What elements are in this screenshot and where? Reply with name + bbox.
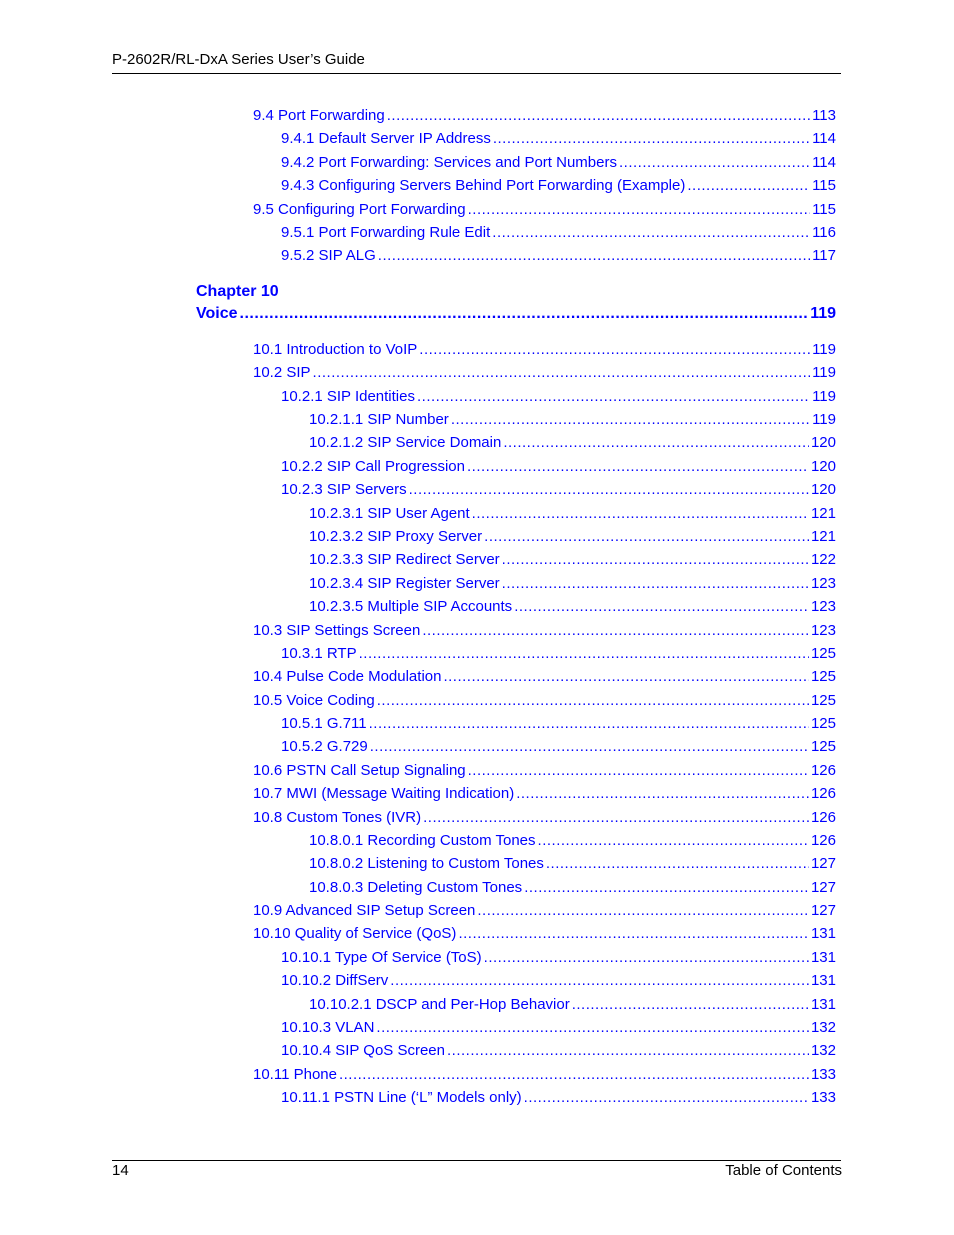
toc-entry[interactable]: [281, 153, 836, 173]
toc-entry[interactable]: [281, 1018, 836, 1038]
toc-entry[interactable]: [253, 621, 836, 641]
toc-entry-text: 10.5.1 G.711: [281, 715, 367, 732]
toc-entry-text: 10.4 Pulse Code Modulation: [253, 668, 442, 685]
toc-entry-text: 10.6 PSTN Call Setup Signaling: [253, 762, 466, 779]
toc-entry[interactable]: [281, 737, 836, 757]
leader-dots: [369, 714, 809, 734]
toc-entry-text: 10.11 Phone: [253, 1066, 337, 1083]
toc-entry[interactable]: [253, 784, 836, 804]
toc-entry-text: 10.2 SIP: [253, 364, 311, 381]
leader-dots: [387, 106, 810, 126]
toc-entry-page: 127: [810, 902, 836, 919]
leader-dots: [538, 831, 809, 851]
toc-entry-page: 123: [810, 575, 836, 592]
leader-dots: [422, 621, 809, 641]
toc-entry-text: 10.2.3.3 SIP Redirect Server: [309, 551, 500, 568]
header-rule: [112, 73, 841, 74]
leader-dots: [423, 808, 809, 828]
toc-entry[interactable]: [309, 878, 836, 898]
toc-entry-text: 10.2.3.5 Multiple SIP Accounts: [309, 598, 513, 615]
toc-entry[interactable]: [309, 410, 836, 430]
toc-entry[interactable]: [281, 223, 836, 243]
toc-entry[interactable]: [309, 527, 836, 547]
leader-dots: [240, 303, 809, 325]
toc-entry-text: 10.3.1 RTP: [281, 645, 357, 662]
toc-entry[interactable]: [281, 714, 836, 734]
toc-entry-page: 119: [812, 388, 836, 405]
toc-entry-text: 9.4.1 Default Server IP Address: [281, 130, 491, 147]
leader-dots: [417, 387, 810, 407]
footer-page-number: 14: [112, 1162, 129, 1179]
toc-entry-text: 10.8 Custom Tones (IVR): [253, 809, 422, 826]
footer-section-title: Table of Contents: [725, 1162, 842, 1179]
toc-entry-text: 10.7 MWI (Message Waiting Indication): [253, 785, 515, 802]
toc-entry[interactable]: [281, 644, 836, 664]
toc-entry[interactable]: [281, 387, 836, 407]
toc-entry-page: 127: [810, 855, 836, 872]
toc-entry[interactable]: [309, 574, 836, 594]
toc-entry[interactable]: [253, 924, 836, 944]
toc-entry[interactable]: [309, 550, 836, 570]
toc-entry[interactable]: [253, 340, 836, 360]
toc-entry[interactable]: [281, 176, 836, 196]
toc-entry-page: 117: [812, 247, 836, 264]
leader-dots: [468, 200, 810, 220]
toc-entry-text: 9.5.2 SIP ALG: [281, 247, 376, 264]
toc-entry-page: 123: [810, 598, 836, 615]
toc-entry[interactable]: [281, 246, 836, 266]
toc-entry-page: 119: [810, 305, 836, 322]
toc-entry-chapter-voice[interactable]: [196, 303, 836, 325]
toc-entry-text: 10.2.1.1 SIP Number: [309, 411, 449, 428]
leader-dots: [377, 691, 809, 711]
toc-entry-page: 125: [810, 668, 836, 685]
toc-entry-page: 125: [810, 645, 836, 662]
chapter-label[interactable]: Chapter 10: [196, 283, 279, 300]
leader-dots: [443, 667, 809, 687]
toc-entry[interactable]: [253, 808, 836, 828]
toc-entry-page: 121: [810, 505, 836, 522]
leader-dots: [572, 995, 809, 1015]
toc-entry[interactable]: [281, 948, 836, 968]
toc-entry[interactable]: [253, 106, 836, 126]
toc-entry[interactable]: [281, 457, 836, 477]
toc-entry-text: 10.11.1 PSTN Line (‘L” Models only): [281, 1089, 522, 1106]
toc-entry-text: 10.8.0.2 Listening to Custom Tones: [309, 855, 544, 872]
leader-dots: [451, 410, 810, 430]
toc-entry-page: 133: [810, 1089, 836, 1106]
leader-dots: [359, 644, 809, 664]
leader-dots: [484, 527, 809, 547]
toc-entry-page: 125: [810, 692, 836, 709]
toc-entry[interactable]: [281, 1041, 836, 1061]
toc-entry-text: Voice: [196, 305, 238, 322]
toc-entry-text: 10.8.0.1 Recording Custom Tones: [309, 832, 536, 849]
leader-dots: [546, 854, 809, 874]
toc-entry-page: 120: [810, 434, 836, 451]
toc-entry-page: 131: [810, 949, 836, 966]
toc-entry-text: 10.2.3.4 SIP Register Server: [309, 575, 500, 592]
toc-entry[interactable]: [309, 504, 836, 524]
toc-entry-page: 116: [812, 224, 836, 241]
toc-entry-text: 10.10 Quality of Service (QoS): [253, 925, 457, 942]
toc-entry-page: 133: [810, 1066, 836, 1083]
toc-entry-page: 127: [810, 879, 836, 896]
running-header-title: P-2602R/RL-DxA Series User’s Guide: [112, 51, 365, 68]
toc-entry-text: 10.10.4 SIP QoS Screen: [281, 1042, 445, 1059]
toc-entry-page: 120: [810, 481, 836, 498]
toc-entry-text: 9.4.3 Configuring Servers Behind Port Forwarding (Example): [281, 177, 686, 194]
leader-dots: [468, 761, 809, 781]
toc-entry[interactable]: [309, 597, 836, 617]
toc-entry-text: 10.2.1.2 SIP Service Domain: [309, 434, 502, 451]
toc-entry-page: 126: [810, 832, 836, 849]
leader-dots: [516, 784, 809, 804]
leader-dots: [524, 1088, 809, 1108]
toc-entry-text: 9.5.1 Port Forwarding Rule Edit: [281, 224, 491, 241]
leader-dots: [447, 1041, 809, 1061]
toc-entry-text: 9.5 Configuring Port Forwarding: [253, 201, 466, 218]
leader-dots: [502, 550, 809, 570]
toc-entry-page: 126: [810, 762, 836, 779]
toc-entry-page: 119: [812, 411, 836, 428]
leader-dots: [376, 1018, 809, 1038]
toc-entry-text: 10.10.2 DiffServ: [281, 972, 389, 989]
leader-dots: [502, 574, 809, 594]
toc-entry-page: 123: [810, 622, 836, 639]
toc-entry-text: 9.4 Port Forwarding: [253, 107, 385, 124]
leader-dots: [524, 878, 809, 898]
toc-entry-page: 131: [810, 996, 836, 1013]
toc-entry[interactable]: [253, 200, 836, 220]
leader-dots: [378, 246, 810, 266]
toc-entry[interactable]: [281, 480, 836, 500]
toc-entry-page: 113: [812, 107, 836, 124]
toc-entry-text: 10.10.3 VLAN: [281, 1019, 375, 1036]
leader-dots: [514, 597, 809, 617]
leader-dots: [503, 433, 809, 453]
leader-dots: [472, 504, 809, 524]
toc-entry-text: 10.2.1 SIP Identities: [281, 388, 415, 405]
leader-dots: [493, 129, 810, 149]
toc-entry[interactable]: [309, 854, 836, 874]
toc-entry-page: 115: [812, 177, 836, 194]
leader-dots: [687, 176, 810, 196]
leader-dots: [339, 1065, 809, 1085]
toc-entry[interactable]: [309, 831, 836, 851]
toc-entry-page: 126: [810, 809, 836, 826]
toc-entry-text: 10.5 Voice Coding: [253, 692, 375, 709]
toc-entry-page: 131: [810, 925, 836, 942]
toc-entry-text: 10.5.2 G.729: [281, 738, 368, 755]
toc-entry-text: 10.2.2 SIP Call Progression: [281, 458, 465, 475]
leader-dots: [477, 901, 809, 921]
leader-dots: [492, 223, 810, 243]
toc-entry[interactable]: [253, 667, 836, 687]
toc-entry-page: 121: [810, 528, 836, 545]
toc-entry-page: 131: [810, 972, 836, 989]
toc-entry[interactable]: [253, 363, 836, 383]
toc-entry-page: 126: [810, 785, 836, 802]
leader-dots: [619, 153, 810, 173]
toc-entry[interactable]: [281, 129, 836, 149]
toc-entry[interactable]: [253, 1065, 836, 1085]
toc-entry-text: 10.8.0.3 Deleting Custom Tones: [309, 879, 523, 896]
toc-entry-text: 10.2.3.2 SIP Proxy Server: [309, 528, 483, 545]
toc-entry-page: 115: [812, 201, 836, 218]
toc-entry-page: 132: [810, 1042, 836, 1059]
toc-entry-page: 122: [810, 551, 836, 568]
toc-entry-page: 119: [812, 341, 836, 358]
leader-dots: [467, 457, 809, 477]
toc-entry-text: 9.4.2 Port Forwarding: Services and Port Numbers: [281, 154, 617, 171]
toc-entry-page: 114: [812, 154, 836, 171]
toc-entry-text: 10.2.3 SIP Servers: [281, 481, 407, 498]
leader-dots: [419, 340, 810, 360]
toc-entry-page: 114: [812, 130, 836, 147]
toc-entry[interactable]: [309, 995, 836, 1015]
leader-dots: [409, 480, 809, 500]
leader-dots: [390, 971, 809, 991]
toc-entry-page: 120: [810, 458, 836, 475]
toc-entry-page: 125: [810, 738, 836, 755]
footer-rule: [112, 1160, 841, 1161]
toc-entry[interactable]: [309, 433, 836, 453]
toc-entry-text: 10.2.3.1 SIP User Agent: [309, 505, 470, 522]
leader-dots: [458, 924, 809, 944]
toc-entry-page: 132: [810, 1019, 836, 1036]
toc-entry[interactable]: [281, 971, 836, 991]
toc-entry-text: 10.3 SIP Settings Screen: [253, 622, 421, 639]
leader-dots: [484, 948, 809, 968]
toc-entry-page: 125: [810, 715, 836, 732]
toc-entry-text: 10.10.2.1 DSCP and Per-Hop Behavior: [309, 996, 570, 1013]
toc-entry[interactable]: [281, 1088, 836, 1108]
leader-dots: [313, 363, 811, 383]
toc-entry-text: 10.9 Advanced SIP Setup Screen: [253, 902, 476, 919]
leader-dots: [370, 737, 809, 757]
toc-entry-page: 119: [812, 364, 836, 381]
toc-entry-text: 10.1 Introduction to VoIP: [253, 341, 418, 358]
toc-entry-text: 10.10.1 Type Of Service (ToS): [281, 949, 482, 966]
toc-entry[interactable]: [253, 901, 836, 921]
toc-entry[interactable]: [253, 761, 836, 781]
toc-entry[interactable]: [253, 691, 836, 711]
